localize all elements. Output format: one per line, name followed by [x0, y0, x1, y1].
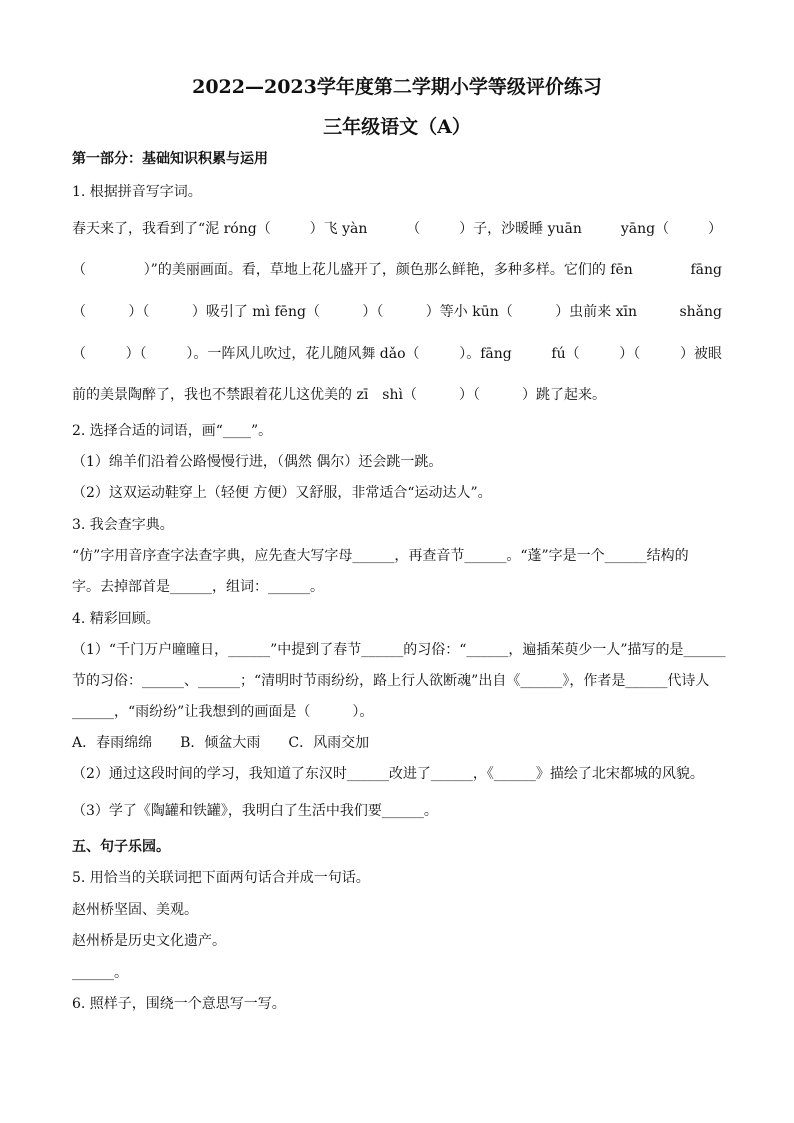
q1-line-3-seg: （ — [72, 304, 86, 320]
q1-line-2 — [72, 261, 722, 279]
q1-line-2-seg: fāng — [690, 262, 722, 278]
q4-line-5: （3）学了《陶罐和铁罐》，我明白了生活中我们要______。 — [72, 803, 438, 819]
q1-line-3-seg: ）（ — [362, 304, 384, 320]
section-part1-heading: 第一部分：基础知识积累与运用 — [72, 151, 268, 167]
q2-item-1: （1）绵羊们沿着公路慢慢行进，（偶然 偶尔）还会跳一跳。 — [72, 454, 443, 470]
q1-line-3 — [72, 303, 722, 321]
q3-line-2: 字。去掉部首是______，组词：______。 — [72, 579, 324, 595]
q4-options: A．春雨绵绵 B．倾盆大雨 C．风雨交加 — [72, 735, 370, 751]
q1-line-4-seg: ）被眼 — [679, 346, 722, 362]
q6-heading: 6. 照样子，围绕一个意思写一写。 — [72, 996, 286, 1012]
q4-line-4: （2）通过这段时间的学习，我知道了东汉时______改进了______，《______》描绘了北宋都城的风貌。 — [72, 766, 704, 782]
q2-heading: 2. 选择合适的词语，画“____”。 — [72, 423, 273, 439]
q1-line-4 — [72, 345, 722, 363]
q1-line-4-seg: ）。fāng — [459, 346, 512, 362]
q1-line-4-seg: fú（ — [551, 346, 580, 362]
q1-line-1-seg: 春天来了，我看到了“泥 róng（ — [72, 221, 271, 237]
q5-answer-blank: ______。 — [72, 965, 128, 981]
q2-item-2: （2）这双运动鞋穿上（轻便 方便）又舒服，非常适合“运动达人”。 — [72, 485, 492, 501]
page-title: 2022—2023学年度第二学期小学等级评价练习 — [192, 76, 602, 98]
q5-sentence-2: 赵州桥是历史文化遗产。 — [72, 933, 226, 949]
q1-line-2-seg: （ — [72, 262, 86, 278]
q1-line-3-seg: shǎng — [679, 304, 722, 320]
q1-line-2-seg: ）”的美丽画面。看，草地上花儿盛开了，颜色那么鲜艳，多种多样。它们的 fēn — [143, 262, 633, 278]
q1-line-1-seg: ）飞 yàn — [309, 221, 368, 237]
q1-line-3-seg: ）（ — [128, 304, 150, 320]
q4-line-3: ______，“雨纷纷”让我想到的画面是（ ）。 — [72, 704, 374, 720]
q1-line-4-seg: （ — [72, 346, 86, 362]
q4-line-2: 节的习俗：______、______；“清明时节雨纷纷，路上行人欲断魂”出自《______》，作者是______代诗人 — [72, 673, 710, 689]
q1-line-4-seg: ）。一阵风儿吹过，花儿随风舞 dǎo（ — [186, 346, 420, 362]
q1-line-1-seg: ）子，沙暖睡 yuān — [459, 221, 582, 237]
q5-sentence-1: 赵州桥坚固、美观。 — [72, 902, 198, 918]
q1-heading: 1. 根据拼音写字词。 — [72, 184, 202, 200]
q4-line-1: （1）“千门万户曈曈日，______”中提到了春节______的习俗：“______，遍插茱萸少一人”描写的是______ — [72, 642, 726, 658]
q1-line-3-seg: ）等小 kūn（ — [425, 304, 513, 320]
q1-line-1-seg: ） — [707, 221, 722, 237]
q1-line-4-seg: ）（ — [125, 346, 147, 362]
q3-heading: 3. 我会查字典。 — [72, 517, 174, 533]
q4-heading: 4. 精彩回顾。 — [72, 611, 160, 627]
section-part5-heading: 五、句子乐园。 — [72, 839, 170, 855]
q1-line-3-seg: ）吸引了 mì fēng（ — [191, 304, 320, 320]
q1-line-4-seg: ）（ — [619, 346, 641, 362]
q1-line-1-seg: yāng（ — [620, 221, 670, 237]
q3-line-1: “仿”字用音序查字法查字典，应先查大写字母______，再查音节______。“蓬”字是一个______结构的 — [72, 548, 689, 564]
q5-heading: 5. 用恰当的关联词把下面两句话合并成一句话。 — [72, 870, 370, 886]
q1-line-3-seg: ）虫前来 xīn — [555, 304, 638, 320]
q1-line-1-seg: （ — [406, 221, 421, 237]
page-subtitle: 三年级语文（A） — [323, 116, 471, 138]
q1-line-1 — [72, 220, 722, 238]
q1-line-5: 前的美景陶醉了，我也不禁跟着花儿这优美的 zī shì（ ）（ ）跳了起来。 — [72, 387, 606, 403]
